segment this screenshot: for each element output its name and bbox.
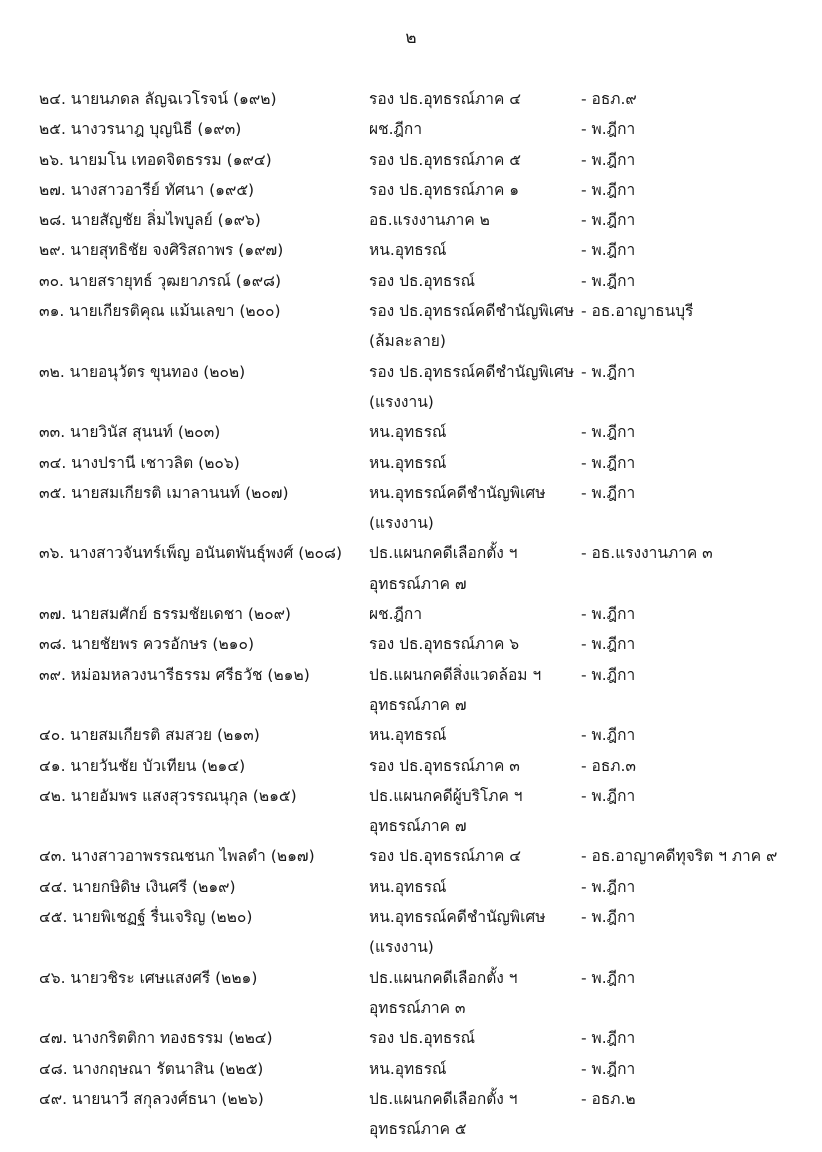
current-position <box>369 902 581 963</box>
person-name: ๒๔. นายนภดล ลัญฉเวโรจน์ (๑๙๒) <box>39 90 277 108</box>
new-position: - พ.ฎีกา <box>581 968 636 987</box>
list-item <box>39 902 819 963</box>
new-position: - อธภ.๓ <box>581 756 637 775</box>
new-position: - อธ.อาญาธนบุรี <box>581 302 694 321</box>
position-line: หน.อุทธรณ์คดีชำนัญพิเศษ <box>369 908 546 927</box>
position-line: อุทธรณ์ภาค ๓ <box>369 998 466 1017</box>
person-name: ๒๘. นายสัญชัย ลิ่มไพบูลย์ (๑๙๖) <box>39 211 261 230</box>
list-item <box>39 417 819 447</box>
person-name: ๓๑. นายเกียรติคุณ แม้นเลขา (๒๐๐) <box>39 302 281 321</box>
list-item <box>39 478 819 539</box>
person-name: ๔๔. นายกษิดิษ เงินศรี (๒๑๙) <box>39 877 236 896</box>
person-name: ๓๖. นางสาวจันทร์เพ็ญ อนันตพันธุ์พงศ์ (๒๐๘) <box>39 544 343 563</box>
current-position <box>369 417 581 447</box>
position-line: อุทธรณ์ภาค ๗ <box>369 574 467 593</box>
current-position <box>369 235 581 265</box>
position-line: หน.อุทธรณ์ <box>369 241 447 260</box>
list-item <box>39 84 819 114</box>
new-position: - พ.ฎีกา <box>581 483 636 502</box>
position-line: ปธ.แผนกคดีเลือกตั้ง ฯ <box>369 968 518 987</box>
position-line: ผช.ฎีกา <box>369 605 423 624</box>
new-position: - พ.ฎีกา <box>581 271 636 290</box>
current-position <box>369 629 581 659</box>
person-name: ๔๑. นายวันชัย บัวเทียน (๒๑๔) <box>39 756 246 775</box>
list-item <box>39 205 819 235</box>
current-position <box>369 660 581 721</box>
position-line: รอง ปธ.อุทธรณ์ภาค ๓ <box>369 756 520 775</box>
position-line: ผช.ฎีกา <box>369 120 423 139</box>
current-position <box>369 781 581 842</box>
current-position <box>369 357 581 418</box>
position-line: รอง ปธ.อุทธรณ์คดีชำนัญพิเศษ <box>369 302 575 321</box>
new-position: - พ.ฎีกา <box>581 120 636 139</box>
position-line: รอง ปธ.อุทธรณ์ภาค ๔ <box>369 847 521 866</box>
list-item <box>39 266 819 296</box>
new-position: - พ.ฎีกา <box>581 1059 636 1078</box>
current-position <box>369 1023 581 1053</box>
position-line: หน.อุทธรณ์ <box>369 1059 447 1078</box>
list-item <box>39 235 819 265</box>
current-position <box>369 599 581 629</box>
position-line: หน.อุทธรณ์ <box>369 726 447 745</box>
position-line: ปธ.แผนกคดีสิ่งแวดล้อม ฯ <box>369 665 542 684</box>
person-name: ๓๙. หม่อมหลวงนารีธรรม ศรีธวัช (๒๑๒) <box>39 665 310 684</box>
person-name: ๔๙. นายนาวี สกุลวงศ์ธนา (๒๒๖) <box>39 1089 264 1108</box>
current-position <box>369 538 581 599</box>
position-line: ปธ.แผนกคดีเลือกตั้ง ฯ <box>369 544 518 563</box>
new-position: - พ.ฎีกา <box>581 786 636 805</box>
person-name: ๔๖. นายวชิระ เศษแสงศรี (๒๒๑) <box>39 968 258 987</box>
current-position <box>369 720 581 750</box>
position-line: ปธ.แผนกคดีผู้บริโภค ฯ <box>369 786 523 805</box>
new-position: - พ.ฎีกา <box>581 635 636 654</box>
list-item <box>39 781 819 842</box>
position-line: อุทธรณ์ภาค ๗ <box>369 695 467 714</box>
current-position <box>369 205 581 235</box>
position-line: รอง ปธ.อุทธรณ์คดีชำนัญพิเศษ <box>369 362 575 381</box>
person-name: ๔๗. นางกริตติกา ทองธรรม (๒๒๔) <box>39 1029 273 1048</box>
list-item <box>39 357 819 418</box>
position-line: (ล้มละลาย) <box>369 332 446 351</box>
list-item <box>39 145 819 175</box>
list-item <box>39 720 819 750</box>
page-number: ๒ <box>405 28 417 48</box>
list-item <box>39 660 819 721</box>
list-item <box>39 629 819 659</box>
person-name: ๔๓. นางสาวอาพรรณชนก ไพลดำ (๒๑๗) <box>39 847 315 866</box>
new-position: - พ.ฎีกา <box>581 605 636 624</box>
list-item <box>39 963 819 1024</box>
current-position <box>369 872 581 902</box>
person-name: ๓๕. นายสมเกียรติ เมาลานนท์ (๒๐๗) <box>39 483 289 502</box>
person-name: ๓๗. นายสมศักย์ ธรรมชัยเดชา (๒๐๙) <box>39 605 291 624</box>
new-position: - อธ.อาญาคดีทุจริต ฯ ภาค ๙ <box>581 847 778 866</box>
position-line: หน.อุทธรณ์ <box>369 877 447 896</box>
person-name: ๓๐. นายสรายุทธ์ วุฒยาภรณ์ (๑๙๘) <box>39 271 282 290</box>
new-position: - อธภ.๒ <box>581 1089 636 1108</box>
new-position: - พ.ฎีกา <box>581 423 636 442</box>
person-name: ๔๒. นายอัมพร แสงสุวรรณนุกุล (๒๑๕) <box>39 786 297 805</box>
new-position: - อธ.แรงงานภาค ๓ <box>581 544 713 563</box>
position-line: ปธ.แผนกคดีเลือกตั้ง ฯ <box>369 1089 518 1108</box>
new-position: - พ.ฎีกา <box>581 665 636 684</box>
person-name: ๓๔. นางปรานี เชาวลิต (๒๐๖) <box>39 453 240 472</box>
person-name: ๒๙. นายสุทธิชัย จงศิริสถาพร (๑๙๗) <box>39 241 284 260</box>
personnel-list <box>39 84 819 1144</box>
position-line: (แรงงาน) <box>369 938 434 957</box>
position-line: รอง ปธ.อุทธรณ์ภาค ๕ <box>369 150 521 169</box>
new-position: - พ.ฎีกา <box>581 211 636 230</box>
list-item <box>39 296 819 357</box>
current-position <box>369 478 581 539</box>
current-position <box>369 1054 581 1084</box>
current-position <box>369 963 581 1024</box>
list-item <box>39 114 819 144</box>
current-position <box>369 1084 581 1145</box>
current-position <box>369 84 581 114</box>
current-position <box>369 448 581 478</box>
person-name: ๓๓. นายวินัส สุนนท์ (๒๐๓) <box>39 423 221 442</box>
position-line: รอง ปธ.อุทธรณ์ <box>369 1029 476 1048</box>
new-position: - พ.ฎีกา <box>581 362 636 381</box>
person-name: ๓๘. นายชัยพร ควรอักษร (๒๑๐) <box>39 635 255 654</box>
list-item <box>39 872 819 902</box>
current-position <box>369 841 581 871</box>
list-item <box>39 1084 819 1145</box>
current-position <box>369 114 581 144</box>
new-position: - พ.ฎีกา <box>581 150 636 169</box>
position-line: หน.อุทธรณ์คดีชำนัญพิเศษ <box>369 483 546 502</box>
list-item <box>39 1023 819 1053</box>
new-position: - พ.ฎีกา <box>581 453 636 472</box>
position-line: (แรงงาน) <box>369 514 434 533</box>
list-item <box>39 599 819 629</box>
new-position: - อธภ.๙ <box>581 90 637 108</box>
new-position: - พ.ฎีกา <box>581 908 636 927</box>
person-name: ๔๐. นายสมเกียรติ สมสวย (๒๑๓) <box>39 726 260 745</box>
list-item <box>39 175 819 205</box>
position-line: รอง ปธ.อุทธรณ์ <box>369 271 476 290</box>
current-position <box>369 751 581 781</box>
person-name: ๒๗. นางสาวอารีย์ ทัศนา (๑๙๕) <box>39 180 255 199</box>
person-name: ๒๖. นายมโน เทอดจิตธรรม (๑๙๔) <box>39 150 272 169</box>
current-position <box>369 175 581 205</box>
position-line: หน.อุทธรณ์ <box>369 423 447 442</box>
person-name: ๓๒. นายอนุวัตร ขุนทอง (๒๐๒) <box>39 362 246 381</box>
position-line: รอง ปธ.อุทธรณ์ภาค ๖ <box>369 635 520 654</box>
list-item <box>39 841 819 871</box>
new-position: - พ.ฎีกา <box>581 1029 636 1048</box>
position-line: อุทธรณ์ภาค ๕ <box>369 1120 467 1139</box>
position-line: อุทธรณ์ภาค ๗ <box>369 817 467 836</box>
current-position <box>369 145 581 175</box>
position-line: รอง ปธ.อุทธรณ์ภาค ๔ <box>369 90 521 108</box>
list-item <box>39 448 819 478</box>
current-position <box>369 296 581 357</box>
new-position: - พ.ฎีกา <box>581 726 636 745</box>
position-line: (แรงงาน) <box>369 392 434 411</box>
new-position: - พ.ฎีกา <box>581 241 636 260</box>
position-line: หน.อุทธรณ์ <box>369 453 447 472</box>
person-name: ๔๘. นางกฤษณา รัตนาสิน (๒๒๕) <box>39 1059 264 1078</box>
new-position: - พ.ฎีกา <box>581 180 636 199</box>
person-name: ๒๕. นางวรนาฎ บุญนิธี (๑๙๓) <box>39 120 242 139</box>
position-line: รอง ปธ.อุทธรณ์ภาค ๑ <box>369 180 520 199</box>
list-item <box>39 751 819 781</box>
position-line: อธ.แรงงานภาค ๒ <box>369 211 490 230</box>
list-item <box>39 1054 819 1084</box>
list-item <box>39 538 819 599</box>
current-position <box>369 266 581 296</box>
new-position: - พ.ฎีกา <box>581 877 636 896</box>
person-name: ๔๕. นายพิเชฏฐ์ รื่นเจริญ (๒๒๐) <box>39 908 253 927</box>
